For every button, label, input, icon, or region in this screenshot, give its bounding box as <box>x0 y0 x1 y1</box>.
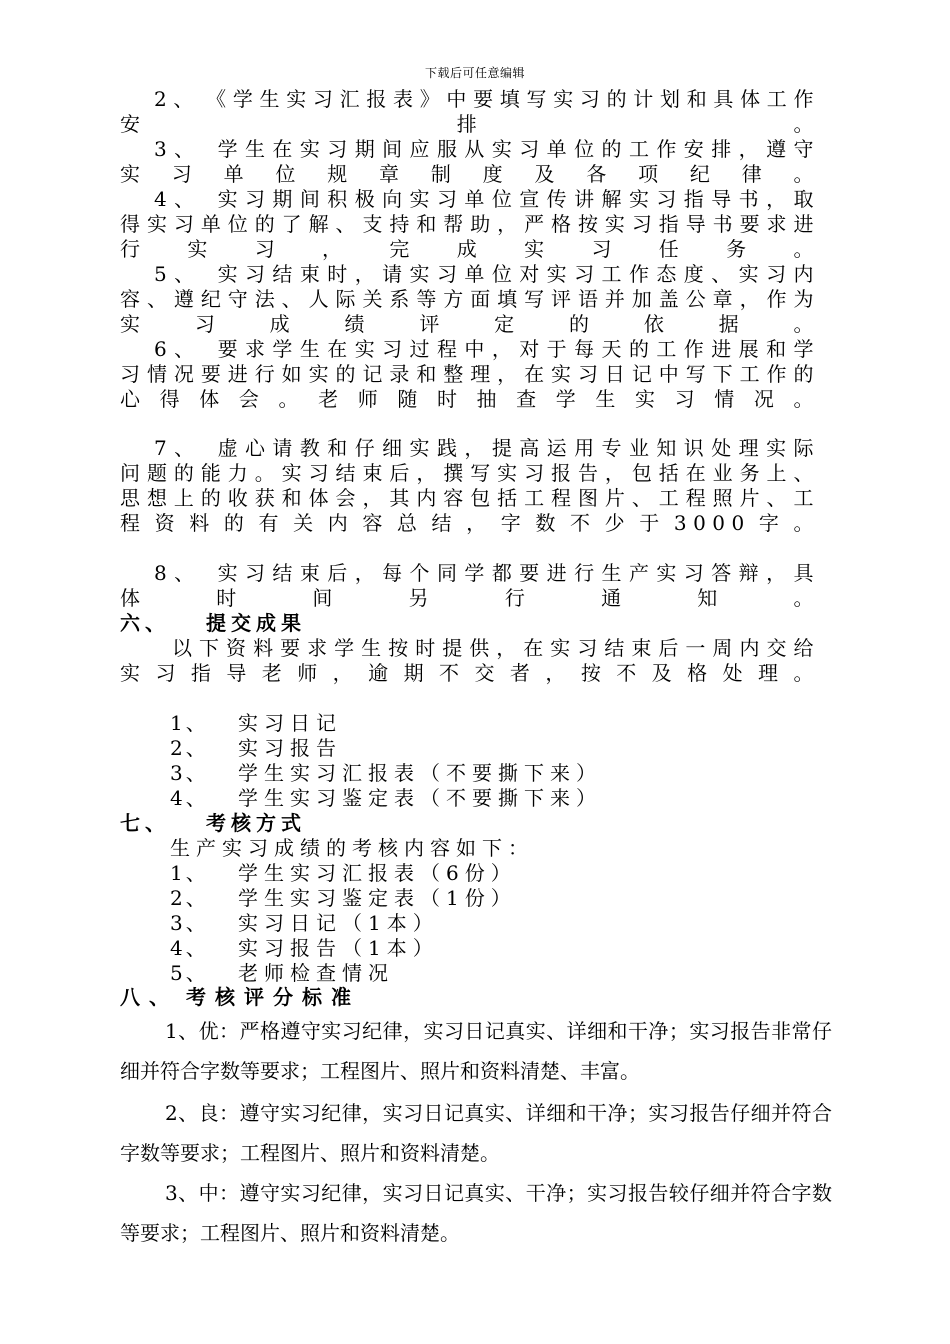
list-item: 4、 实习报告（1本） <box>170 936 439 960</box>
item-number: 2、 <box>154 87 201 111</box>
item-text: 实习结束后，每个同学都要进行生产实习答辩，具体时间另行通知。 <box>120 561 820 610</box>
section-title: 提交成果 <box>206 611 306 635</box>
section-number: 六、 <box>120 611 170 635</box>
section-number: 七、 <box>120 811 170 835</box>
rule-item-4 <box>120 187 820 262</box>
item-number: 5、 <box>154 262 202 286</box>
rule-item-7 <box>120 436 820 536</box>
item-number: 4、 <box>154 187 202 211</box>
list-item: 1、 实习日记 <box>170 711 342 735</box>
section-7-list <box>170 836 534 986</box>
section-7-intro: 生产实习成绩的考核内容如下： <box>170 836 534 860</box>
rule-item-6 <box>120 337 820 412</box>
item-text: 《学生实习汇报表》中要填写实习的计划和具体工作安排。 <box>120 87 820 136</box>
list-item: 3、 实习日记（1本） <box>170 911 439 935</box>
item-text: 学生在实习期间应服从实习单位的工作安排，遵守实习单位规章制度及各项纪律。 <box>120 137 820 186</box>
section-6-list <box>170 711 602 811</box>
item-number: 7、 <box>154 436 202 460</box>
item-number: 3、 <box>154 137 202 161</box>
item-number: 8、 <box>154 561 202 585</box>
list-item: 3、 学生实习汇报表（不要撕下来） <box>170 761 602 785</box>
section-6-intro: 以下资料要求学生按时提供，在实习结束后一周内交给实习指导老师，逾期不交者，按不及格处理。 <box>120 636 820 685</box>
section-title: 考核评分标准 <box>186 985 360 1009</box>
page-header: 下载后可任意编辑 <box>424 66 525 80</box>
rule-item-3 <box>120 137 820 187</box>
list-item: 5、 老师检查情况 <box>170 961 394 985</box>
section-heading-6 <box>120 611 306 636</box>
rule-item-8 <box>120 561 820 611</box>
item-number: 6、 <box>154 337 202 361</box>
item-text: 实习结束时，请实习单位对实习工作态度、实习内容、遵纪守法、人际关系等方面填写评语并加盖公章，作为实习成绩评定的依据。 <box>120 262 820 336</box>
list-item: 2、 实习报告 <box>170 736 342 760</box>
section-title: 考核方式 <box>206 811 306 835</box>
item-text: 实习期间积极向实习单位宣传讲解实习指导书，取得实习单位的了解、支持和帮助，严格按实习指导书要求进行实习，完成实习任务。 <box>120 187 820 261</box>
list-item: 1、 学生实习汇报表（6份） <box>170 861 517 885</box>
section-heading-8 <box>120 985 360 1010</box>
list-item: 2、 学生实习鉴定表（1份） <box>170 886 517 910</box>
grade-excellent: 1、优：严格遵守实习纪律，实习日记真实、详细和干净；实习报告非常仔细并符合字数等要求；工程图片、照片和资料清楚、丰富。 <box>120 1019 832 1083</box>
rule-item-2 <box>120 87 820 137</box>
item-text: 虚心请教和仔细实践，提高运用专业知识处理实际问题的能力。实习结束后，撰写实习报告，包括在业务上、思想上的收获和体会，其内容包括工程图片、工程照片、工程资料的有关内容总结，字数不少于3000字。 <box>120 436 820 535</box>
section-heading-7 <box>120 811 306 836</box>
item-text: 要求学生在实习过程中，对于每天的工作进展和学习情况要进行如实的记录和整理，在实习日记中写下工作的心得体会。老师随时抽查学生实习情况。 <box>120 337 820 411</box>
rule-item-5 <box>120 262 820 337</box>
grade-medium: 3、中：遵守实习纪律，实习日记真实、干净；实习报告较仔细并符合字数等要求；工程图片、照片和资料清楚。 <box>120 1181 832 1245</box>
section-number: 八、 <box>120 985 178 1009</box>
grade-good: 2、良：遵守实习纪律，实习日记真实、详细和干净；实习报告仔细并符合字数等要求；工程图片、照片和资料清楚。 <box>120 1101 832 1165</box>
list-item: 4、 学生实习鉴定表（不要撕下来） <box>170 786 602 810</box>
